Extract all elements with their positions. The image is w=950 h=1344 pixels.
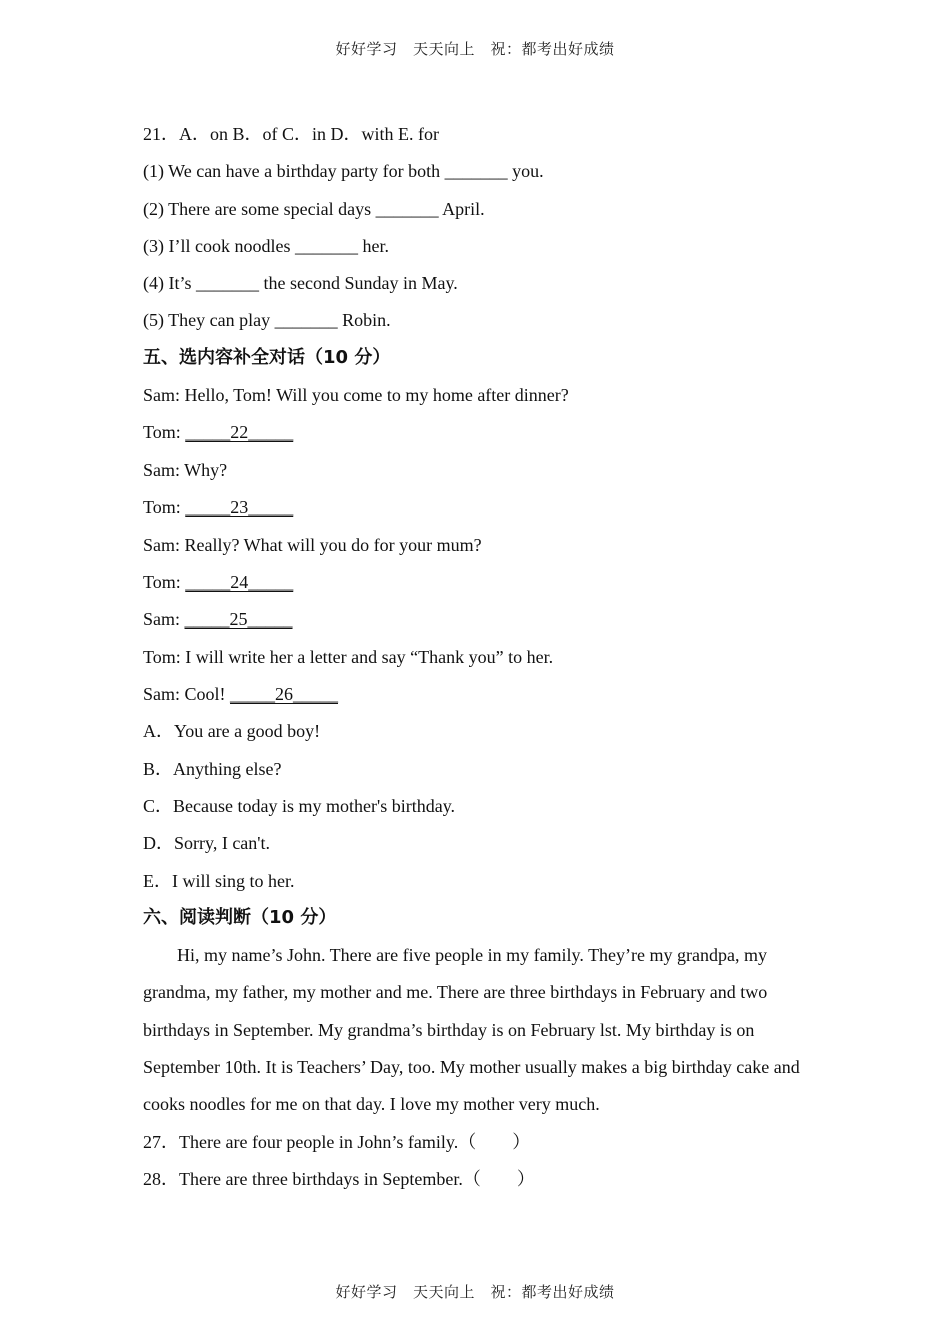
dialogue-blank-25: _____25_____: [184, 609, 293, 629]
dialogue-speaker: Sam: Cool!: [143, 684, 231, 704]
dialogue-blank-24: _____24_____: [185, 572, 294, 592]
dialogue-speaker: Tom:: [143, 497, 186, 517]
question-21-stem: 21．A．on B．of C．in D．with E. for: [143, 124, 439, 144]
dialogue-line-7: [143, 608, 293, 630]
dialogue-blank-26: _____26_____: [230, 684, 339, 704]
question-27: 27．There are four people in John’s family.（ ）: [143, 1132, 531, 1152]
dialogue-blank-23: _____23_____: [185, 497, 294, 517]
page-footer: 好好学习 天天向上 祝：都考出好成绩: [335, 1283, 615, 1301]
dialogue-line-3: Sam: Why?: [143, 460, 228, 480]
option-b: B．Anything else?: [143, 759, 282, 779]
section-6-title: 六、阅读判断（10 分）: [143, 907, 337, 928]
page-header: 好好学习 天天向上 祝：都考出好成绩: [335, 40, 615, 58]
dialogue-line-8: Tom: I will write her a letter and say “Thank you” to her.: [143, 647, 554, 667]
option-d: D．Sorry, I can't.: [143, 833, 271, 853]
option-c: C．Because today is my mother's birthday.: [143, 796, 456, 816]
dialogue-speaker: Sam:: [143, 609, 185, 629]
question-21-item-1: (1) We can have a birthday party for both _______ you.: [143, 161, 544, 181]
question-21-item-3: (3) I’ll cook noodles _______ her.: [143, 236, 389, 256]
question-28: 28．There are three birthdays in September.（ ）: [143, 1169, 535, 1189]
dialogue-line-9: [143, 683, 338, 705]
dialogue-line-2: [143, 421, 293, 443]
dialogue-speaker: Tom:: [143, 572, 186, 592]
section-5-title: 五、选内容补全对话（10 分）: [143, 347, 391, 368]
question-21-item-5: (5) They can play _______ Robin.: [143, 310, 391, 330]
question-21-item-2: (2) There are some special days _______ April.: [143, 199, 485, 219]
dialogue-speaker: Tom:: [143, 422, 186, 442]
dialogue-line-5: Sam: Really? What will you do for your mum?: [143, 535, 482, 555]
dialogue-blank-22: _____22_____: [185, 422, 294, 442]
dialogue-line-4: [143, 496, 293, 518]
dialogue-line-1: Sam: Hello, Tom! Will you come to my home after dinner?: [143, 385, 569, 405]
question-21-item-4: (4) It’s _______ the second Sunday in May.: [143, 273, 458, 293]
option-a: A．You are a good boy!: [143, 721, 321, 741]
dialogue-line-6: [143, 571, 293, 593]
reading-passage: Hi, my name’s John. There are five people in my family. They’re my grandpa, my grandma, my father, my mother and me. There are three birthdays in February and two birthdays in September. My grandma’s birthday is on February lst. My birthday is on September 10th. It is Teachers’ Day, too. My mother usually makes a big birthday cake and cooks noodles for me on that day. I love my mother very much.: [143, 945, 800, 1115]
option-e: E．I will sing to her.: [143, 871, 295, 891]
